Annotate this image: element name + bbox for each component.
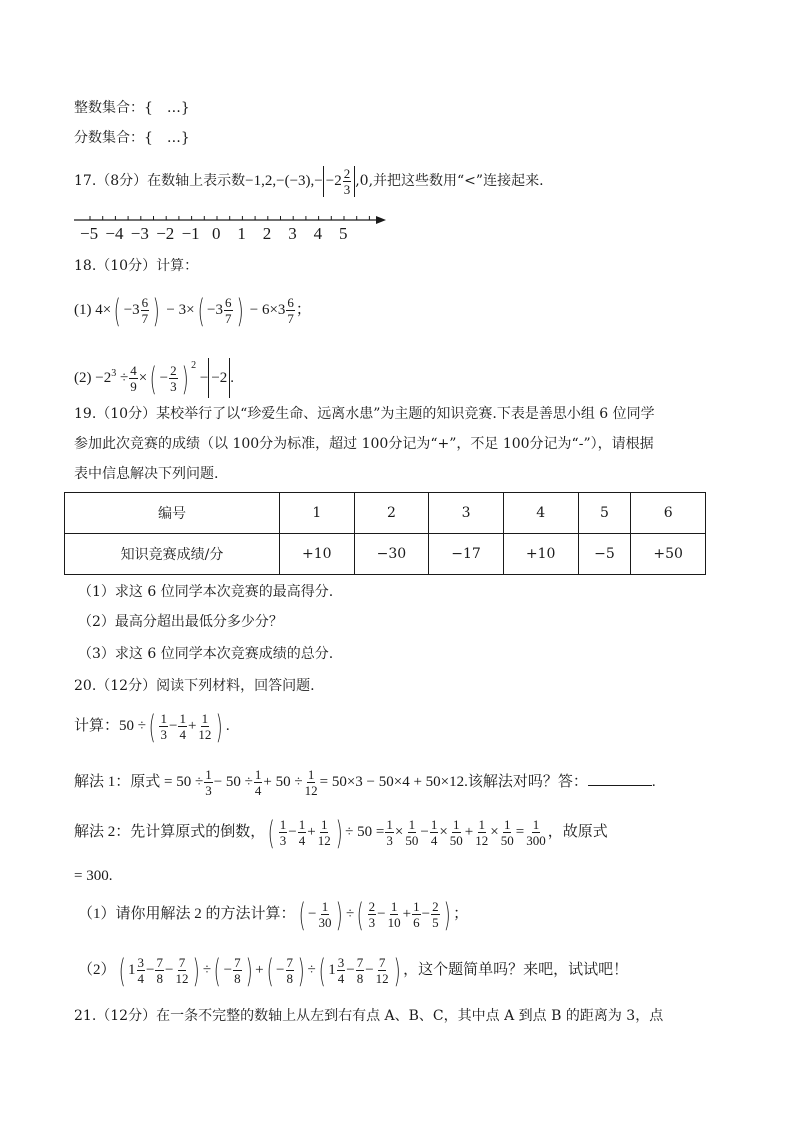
answer-blank[interactable] xyxy=(588,771,652,786)
table-row xyxy=(65,534,706,575)
table-cell: 知识竞赛成绩/分 xyxy=(65,534,280,575)
integer-set-line: 整数集合：{ …} xyxy=(74,100,190,116)
table-cell: +10 xyxy=(503,534,578,575)
score-table xyxy=(64,492,706,575)
fraction-set-line: 分数集合：{ …} xyxy=(74,130,190,146)
number-line-label: 3 xyxy=(288,224,297,243)
number-line-label: −5 xyxy=(80,224,99,243)
table-cell: 编号 xyxy=(65,493,280,534)
number-line-label: −4 xyxy=(105,224,124,243)
table-cell: 6 xyxy=(631,493,706,534)
table-header-row xyxy=(65,493,706,534)
number-line-label: −3 xyxy=(130,224,149,243)
q20-sub1: （1）请你用解法 2 的方法计算：( − $\frac{1}{30}$ ) ÷( $\frac{2}{3}$ − $\frac{1}{10}$ + $\frac{1}{6}$ − $\frac{2}{5}$ ) ； xyxy=(78,895,469,934)
q19-line1: 19.（10分）某校举行了以“珍爱生命、远离水患”为主题的知识竞赛.下表是善思小组 6 位同学 xyxy=(74,406,655,422)
number-line-label: 0 xyxy=(212,224,221,243)
table-cell: 2 xyxy=(354,493,429,534)
table-cell: 5 xyxy=(578,493,631,534)
q17-text: 17.（8分）在数轴上表示数−1,2,−(−3),− −2 $\frac{2}{3}$ ,0,并把这些数用“<”连接起来. xyxy=(74,166,544,197)
q18-title: 18.（10分）计算： xyxy=(74,258,199,274)
q20-method2: 解法 2：先计算原式的倒数，( $\frac{1}{3}$ − $\frac{1}{4}$ + $\frac{1}{12}$ ) ÷ 50 = $\frac{1}{3}$ × $\frac{1}{50}$ − $\frac{1}{4}$ × $\frac{1}{50}$ + $\frac{1}{12}$ × $\frac{1}{50}$ = $\frac{1}{300}$ ，故原式 xyxy=(74,813,608,852)
table-cell: +50 xyxy=(631,534,706,575)
table-cell: 4 xyxy=(503,493,578,534)
q18-part2: $(2) -2^3$ ÷ $\frac{4}{9}$ ×( − $\frac{2}{3}$ ) $^2$ − −2 . xyxy=(74,359,235,398)
q19-sub3: （3）求这 6 位同学本次竞赛成绩的总分. xyxy=(78,646,334,662)
number-line-label: −2 xyxy=(156,224,175,243)
q21-line1: 21.（12分）在一条不完整的数轴上从左到右有点 A、B、C，其中点 A 到点 B 的距离为 3，点 xyxy=(74,1008,664,1024)
q19-line2: 参加此次竞赛的成绩（以 100分为标准，超过 100分记为“+”，不足 100分记为“-”），请根据 xyxy=(74,436,654,452)
table-cell: −30 xyxy=(354,534,429,575)
number-line-label: 2 xyxy=(262,224,272,243)
table-cell: 1 xyxy=(280,493,355,534)
q19-line3: 表中信息解决下列问题. xyxy=(74,466,219,482)
q20-result: = 300. xyxy=(74,868,113,884)
table-cell: −17 xyxy=(429,534,504,575)
q19-sub2: （2）最高分超出最低分多少分？ xyxy=(78,614,283,630)
number-line-label: −1 xyxy=(181,224,200,243)
number-line-label: 5 xyxy=(339,224,348,243)
table-cell: +10 xyxy=(280,534,355,575)
table-cell: −5 xyxy=(578,534,631,575)
q20-method1: 解法 1：原式 = 50 ÷ $\frac{1}{3}$ − 50 ÷ $\frac{1}{4}$ + 50 ÷ $\frac{1}{12}$ = 50×3 − 50×4 + 50×12.该解法对吗？答： . xyxy=(74,767,656,799)
q20-calc: 计算：50 ÷( $\frac{1}{3}$ − $\frac{1}{4}$ + $\frac{1}{12}$ ) . xyxy=(74,707,230,746)
number-line-label: 1 xyxy=(237,224,246,243)
q20-title: 20.（12分）阅读下列材料，回答问题. xyxy=(74,678,315,694)
number-line-label: 4 xyxy=(313,224,323,243)
q19-sub1: （1）求这 6 位同学本次竞赛的最高得分. xyxy=(78,584,334,600)
q20-sub2: （2）( 1 $\frac{3}{4}$ − $\frac{7}{8}$ − $\frac{7}{12}$ ) ÷( − $\frac{7}{8}$ ) +( − $\frac{7}{8}$ ) ÷( 1 $\frac{3}{4}$ − $\frac{7}{8}$ − $\frac{7}{12}$ ) ，这个题简单吗？来吧，试试吧！ xyxy=(78,951,629,990)
number-line-ticks xyxy=(90,216,369,220)
number-line-arrow xyxy=(376,216,386,224)
q18-part1: (1) 4×( −3 $\frac{6}{7}$ ) − 3×( −3 $\frac{6}{7}$ ) − 6×3 $\frac{6}{7}$ ； xyxy=(74,291,311,330)
table-cell: 3 xyxy=(429,493,504,534)
